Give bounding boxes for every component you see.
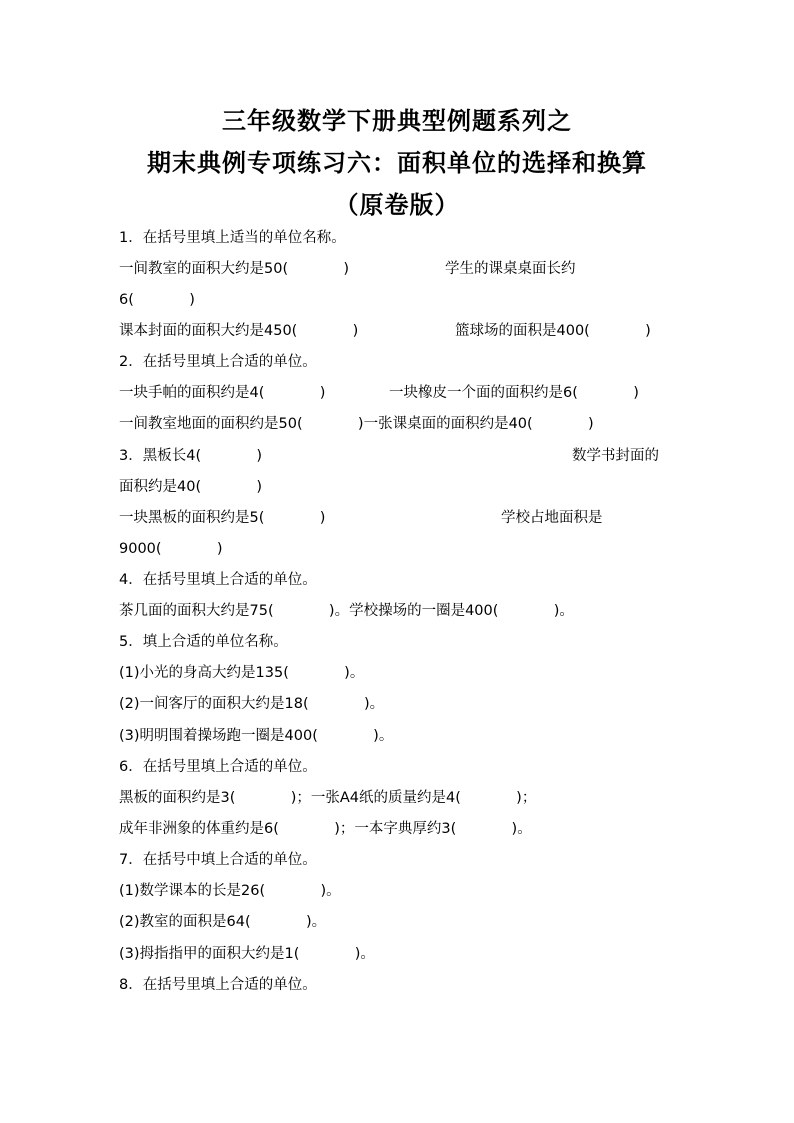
question-6-item-a: 黑板的面积约是3( )；一张A4纸的质量约是4( )； xyxy=(119,790,537,806)
question-6-item-b: 成年非洲象的体重约是6( )；一本字典厚约3( )。 xyxy=(119,821,532,837)
page-title: 三年级数学下册典型例题系列之 xyxy=(222,107,572,135)
question-2-heading: 2．在括号里填上合适的单位。 xyxy=(119,354,317,370)
question-7-item-2: (2)教室的面积是64( )。 xyxy=(119,914,327,930)
question-1-heading: 1．在括号里填上适当的单位名称。 xyxy=(119,230,346,246)
question-5-item-2: (2)一间客厅的面积大约是18( )。 xyxy=(119,696,385,712)
question-7-item-1: (1)数学课本的长是26( )。 xyxy=(119,883,341,899)
question-3-item-b-cont: 面积约是40( ) xyxy=(119,479,263,495)
question-3-item-c: 一块黑板的面积约是5( ) xyxy=(119,510,326,526)
question-1-item-b-cont: 6( ) xyxy=(119,292,195,308)
version-label: （原卷版） xyxy=(334,191,460,219)
question-7-item-3: (3)拇指指甲的面积大约是1( )。 xyxy=(119,946,375,962)
question-2-item-a: 一块手帕的面积约是4( ) xyxy=(119,385,326,401)
question-3-item-a: 3．黑板长4( ) xyxy=(119,448,263,464)
question-1-item-c: 课本封面的面积大约是450( ) xyxy=(119,323,359,339)
page-subtitle: 期末典例专项练习六：面积单位的选择和换算 xyxy=(147,149,647,177)
question-5-item-3: (3)明明围着操场跑一圈是400( )。 xyxy=(119,728,394,744)
question-1-item-d: 篮球场的面积是400( ) xyxy=(455,323,651,339)
question-3-item-d-cont: 9000( ) xyxy=(119,541,223,557)
question-4-item-a: 茶几面的面积大约是75( )。学校操场的一圈是400( )。 xyxy=(119,603,574,619)
question-2-item-c: 一间教室地面的面积约是50( )一张课桌面的面积约是40( ) xyxy=(119,416,594,432)
question-5-item-1: (1)小光的身高大约是135( )。 xyxy=(119,665,365,681)
question-3-item-d: 学校占地面积是 xyxy=(501,510,603,526)
question-7-heading: 7．在括号中填上合适的单位。 xyxy=(119,852,317,868)
question-6-heading: 6．在括号里填上合适的单位。 xyxy=(119,759,317,775)
question-3-item-b: 数学书封面的 xyxy=(572,448,659,464)
question-4-heading: 4．在括号里填上合适的单位。 xyxy=(119,572,317,588)
question-8-heading: 8．在括号里填上合适的单位。 xyxy=(119,977,317,993)
question-1-item-b: 学生的课桌桌面长约 xyxy=(445,261,576,277)
question-5-heading: 5．填上合适的单位名称。 xyxy=(119,634,288,650)
question-2-item-b: 一块橡皮一个面的面积约是6( ) xyxy=(389,385,639,401)
question-1-item-a: 一间教室的面积大约是50( ) xyxy=(119,261,350,277)
